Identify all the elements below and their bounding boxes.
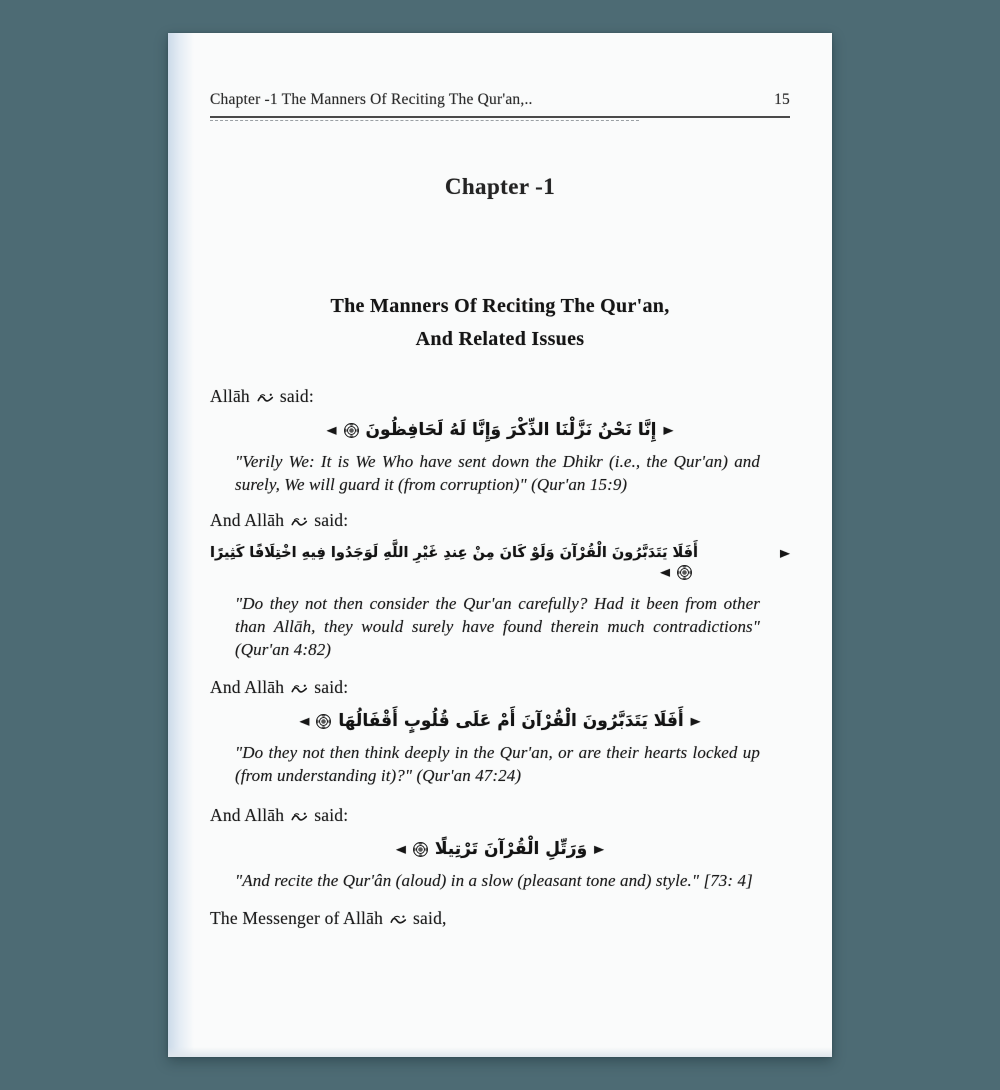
verse-translation: "Do they not then think deeply in the Qur'an, or are their hearts locked up (from understanding it)?" (Qur'an 47:24) [235, 743, 760, 785]
arabic-text: إِنَّا نَحْنُ نَزَّلْنَا الذِّكْرَ وَإِنَّا لَهُ لَحَافِظُونَ [365, 420, 657, 440]
attribution-text: And Allāh [210, 677, 285, 697]
attribution-text: said: [279, 386, 314, 406]
attribution-line [210, 386, 790, 407]
section-title-line2: And Related Issues [415, 328, 585, 350]
honorific-swt-icon [291, 516, 308, 528]
book-page [168, 33, 832, 1057]
attribution-line [210, 805, 790, 826]
quran-verse-arabic [210, 545, 790, 561]
honorific-swt-icon [291, 683, 308, 695]
page-number: 15 [774, 91, 790, 108]
attribution-text: said, [413, 908, 447, 928]
attribution-text: The Messenger of Allāh [210, 908, 384, 928]
arabic-text: وَرَتِّلِ الْقُرْآنَ تَرْتِيلًا [434, 839, 588, 859]
honorific-swt-icon [257, 392, 274, 404]
arabic-text: أَفَلَا يَتَدَبَّرُونَ الْقُرْآنَ وَلَوْ كَانَ مِنْ عِندِ غَيْرِ اللَّهِ لَوَجَدُوا فِيهِ اخْتِلَافًا كَثِيرًا [210, 545, 698, 561]
attribution-line-messenger [210, 908, 790, 929]
verse-translation: "And recite the Qur'ân (aloud) in a slow (pleasant tone and) style." [73: 4] [235, 871, 753, 890]
verse-translation: "Do they not then consider the Qur'an carefully? Had it been from other than Allāh, they would surely have found therein much contradictions" (Qur'an 4:82) [235, 594, 760, 659]
section-title-line1: The Manners Of Reciting The Qur'an, [330, 295, 670, 317]
attribution-text: Allāh [210, 386, 250, 406]
ayah-end-marker-icon [677, 565, 692, 580]
verse-bracket-icon: ◄ [395, 839, 406, 859]
ayah-end-marker-icon [344, 423, 359, 438]
ayah-end-marker-icon [316, 714, 331, 729]
verse-translation: "Verily We: It is We Who have sent down the Dhikr (i.e., the Qur'an) and surely, We will guard it (from corruption)" (Qur'an 15:9) [235, 452, 760, 494]
ayah-end-marker-icon [413, 842, 428, 857]
attribution-text: said: [314, 677, 349, 697]
running-header [210, 91, 790, 118]
honorific-saw-icon [390, 914, 407, 926]
attribution-text: said: [314, 805, 349, 825]
attribution-line [210, 677, 790, 698]
quran-verse-end-marker [210, 565, 790, 580]
honorific-swt-icon [291, 811, 308, 823]
verse-bracket-icon: ► [690, 711, 701, 731]
verse-bracket-icon: ◄ [326, 420, 337, 440]
arabic-text: أَفَلَا يَتَدَبَّرُونَ الْقُرْآنَ أَمْ عَلَى قُلُوبٍ أَقْفَالُهَا [338, 711, 684, 731]
page-content [168, 33, 832, 929]
verse-bracket-icon: ◄ [299, 711, 310, 731]
chapter-heading: Chapter -1 [444, 174, 556, 199]
verse-bracket-icon: ◄ [660, 563, 670, 582]
quran-verse-arabic [210, 839, 790, 859]
quran-verse-arabic [210, 711, 790, 731]
verse-bracket-icon: ► [780, 543, 790, 563]
attribution-line [210, 510, 790, 531]
attribution-text: said: [314, 510, 349, 530]
running-title: Chapter -1 The Manners Of Reciting The Qur'an,.. [210, 91, 533, 108]
verse-bracket-icon: ► [594, 839, 605, 859]
quran-verse-arabic [210, 420, 790, 440]
attribution-text: And Allāh [210, 510, 285, 530]
verse-bracket-icon: ► [663, 420, 674, 440]
attribution-text: And Allāh [210, 805, 285, 825]
section-title [210, 290, 790, 356]
